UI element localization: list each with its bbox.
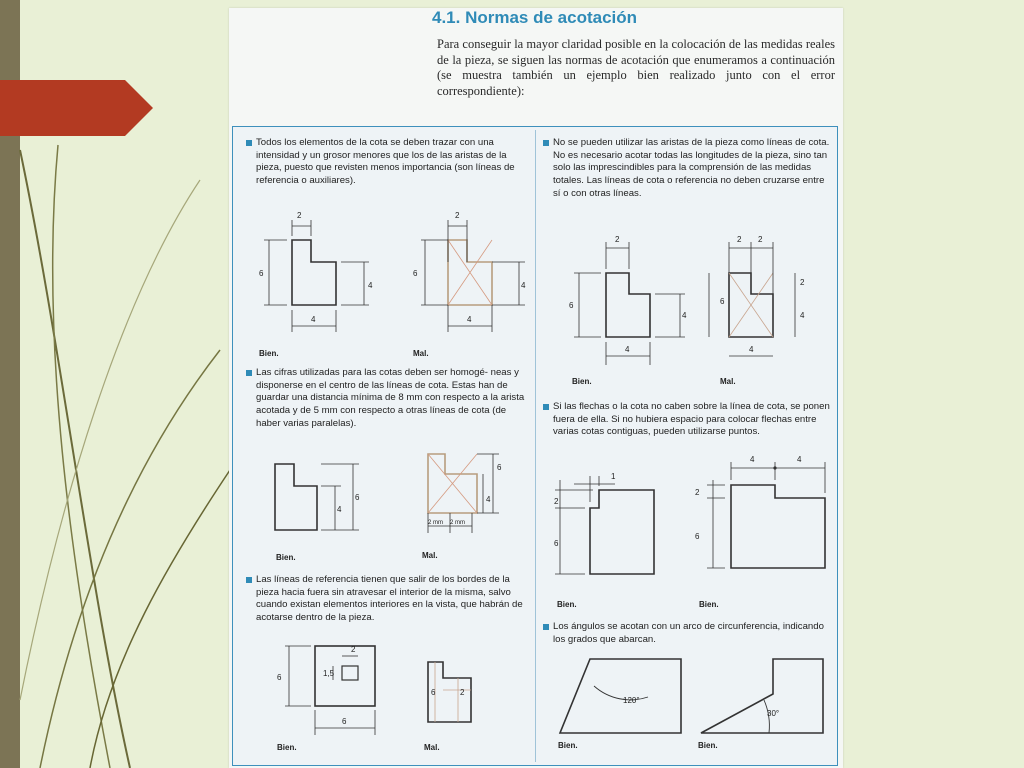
dim-2c: 2 [800, 278, 805, 287]
figure-rule1-bad [413, 211, 526, 332]
dim-2: 2 [460, 688, 465, 697]
rule-text-3: Las líneas de referencia tienen que salir de los bordes de la pieza hacia fuera sin atravesar el interior de la misma, salvo cuando existan elementos interiores en la vista, que habrán de acotarse dentro de la pieza. [256, 574, 528, 625]
dim-6b: 6 [342, 717, 347, 726]
arrow-pointer-icon [0, 80, 153, 136]
intro-paragraph: Para conseguir la mayor claridad posible en la colocación de las medidas reales de la pieza, se siguen las normas de acotación que enumeramos a continuación (se muestra también un ejemplo bien realizado junto con el error correspondiente): [437, 37, 835, 98]
figure-rule3-good [277, 645, 375, 735]
dim-6: 6 [259, 269, 264, 278]
dim-6: 6 [720, 297, 725, 306]
dim-6: 6 [431, 688, 436, 697]
figure-rule2-good [275, 464, 360, 530]
dim-4b: 4 [625, 345, 630, 354]
dim-6: 6 [569, 301, 574, 310]
figure-label-good-2: Bien. [276, 553, 296, 562]
figure-label-good-1: Bien. [259, 349, 279, 358]
dim-6: 6 [355, 493, 360, 502]
figure-label-bad-4: Mal. [720, 377, 736, 386]
bullet-icon [543, 140, 549, 146]
figure-label-good-6: Bien. [558, 741, 578, 750]
figure-rule5-good [554, 472, 654, 574]
dim-2: 2 [297, 211, 302, 220]
dim-1: 1 [611, 472, 616, 481]
dim-4: 4 [337, 505, 342, 514]
dim-4: 4 [800, 311, 805, 320]
dim-4: 4 [750, 455, 755, 464]
rule-text-1: Todos los elementos de la cota se deben trazar con una intensidad y un grosor menores que los de las aristas de la pieza, puesto que revisten menos importancia (son líneas de referencia o auxiliares). [256, 137, 528, 188]
dim-2b: 2 [758, 235, 763, 244]
figure-rule3-bad [428, 662, 471, 722]
figure-label-bad-3: Mal. [424, 743, 440, 752]
dim-2: 2 [695, 488, 700, 497]
figure-rule6-good-b [701, 659, 823, 733]
dim-4b: 4 [311, 315, 316, 324]
figure-label-good-5b: Bien. [699, 600, 719, 609]
dim-30: 30° [767, 709, 780, 718]
dim-6: 6 [277, 673, 282, 682]
dim-4b: 4 [797, 455, 802, 464]
figure-label-good-6b: Bien. [698, 741, 718, 750]
dim-4: 4 [682, 311, 687, 320]
rule-text-2: Las cifras utilizadas para las cotas deben ser homogé- neas y disponerse en el centro de las líneas de cota. Estas han de guardar una distancia mínima de 8 mm con respecto a la arista acotada y de 5 mm con respecto a otras líneas de cota (de haber varias paralelas). [256, 367, 528, 431]
rule-text-6: Los ángulos se acotan con un arco de circunferencia, indicando los grados que abarcan. [553, 621, 830, 646]
figure-rule4-bad [709, 235, 805, 356]
dimensioning-figures [229, 190, 843, 760]
dim-2: 2 [351, 645, 356, 654]
figure-label-good-3: Bien. [277, 743, 297, 752]
bullet-icon [246, 140, 252, 146]
dim-4: 4 [368, 281, 373, 290]
decorative-strands [0, 140, 240, 768]
dim-1-5: 1,5 [323, 669, 335, 678]
dim-6: 6 [554, 539, 559, 548]
dim-120: 120° [623, 696, 640, 705]
dim-2mm-a: 2 mm [428, 520, 443, 526]
figure-rule2-bad [428, 454, 502, 533]
figure-rule5-good-b [695, 455, 825, 568]
figure-rule6-good [560, 659, 681, 733]
dim-6: 6 [695, 532, 700, 541]
dim-2: 2 [554, 497, 559, 506]
dim-4: 4 [521, 281, 526, 290]
section-title: 4.1. Normas de acotación [432, 8, 638, 27]
dim-6: 6 [413, 269, 418, 278]
dim-4: 4 [486, 495, 491, 504]
figure-label-good-4: Bien. [572, 377, 592, 386]
dim-2: 2 [455, 211, 460, 220]
dim-4b: 4 [749, 345, 754, 354]
dim-6: 6 [497, 463, 502, 472]
rule-text-5: Si las flechas o la cota no caben sobre la línea de cota, se ponen fuera de ella. Si no hubiera espacio para colocar flechas entre varias cotas contiguas, pueden utilizarse puntos. [553, 401, 830, 439]
figure-label-good-5: Bien. [557, 600, 577, 609]
rule-text-4: No se pueden utilizar las aristas de la pieza como líneas de cota. No es necesario acotar todas las longitudes de la pieza, sino tan solo las imprescindibles para la comprensión de las medidas totales. Las líneas de cota o referencia no deben cruzarse entre sí o con otras líneas. [553, 137, 830, 201]
figure-rule4-good [569, 235, 687, 365]
figure-label-bad-1: Mal. [413, 349, 429, 358]
dim-2: 2 [737, 235, 742, 244]
figure-label-bad-2: Mal. [422, 551, 438, 560]
dim-2mm-b: 2 mm [450, 520, 465, 526]
dim-2: 2 [615, 235, 620, 244]
dim-4b: 4 [467, 315, 472, 324]
figure-rule1-good [259, 211, 373, 332]
